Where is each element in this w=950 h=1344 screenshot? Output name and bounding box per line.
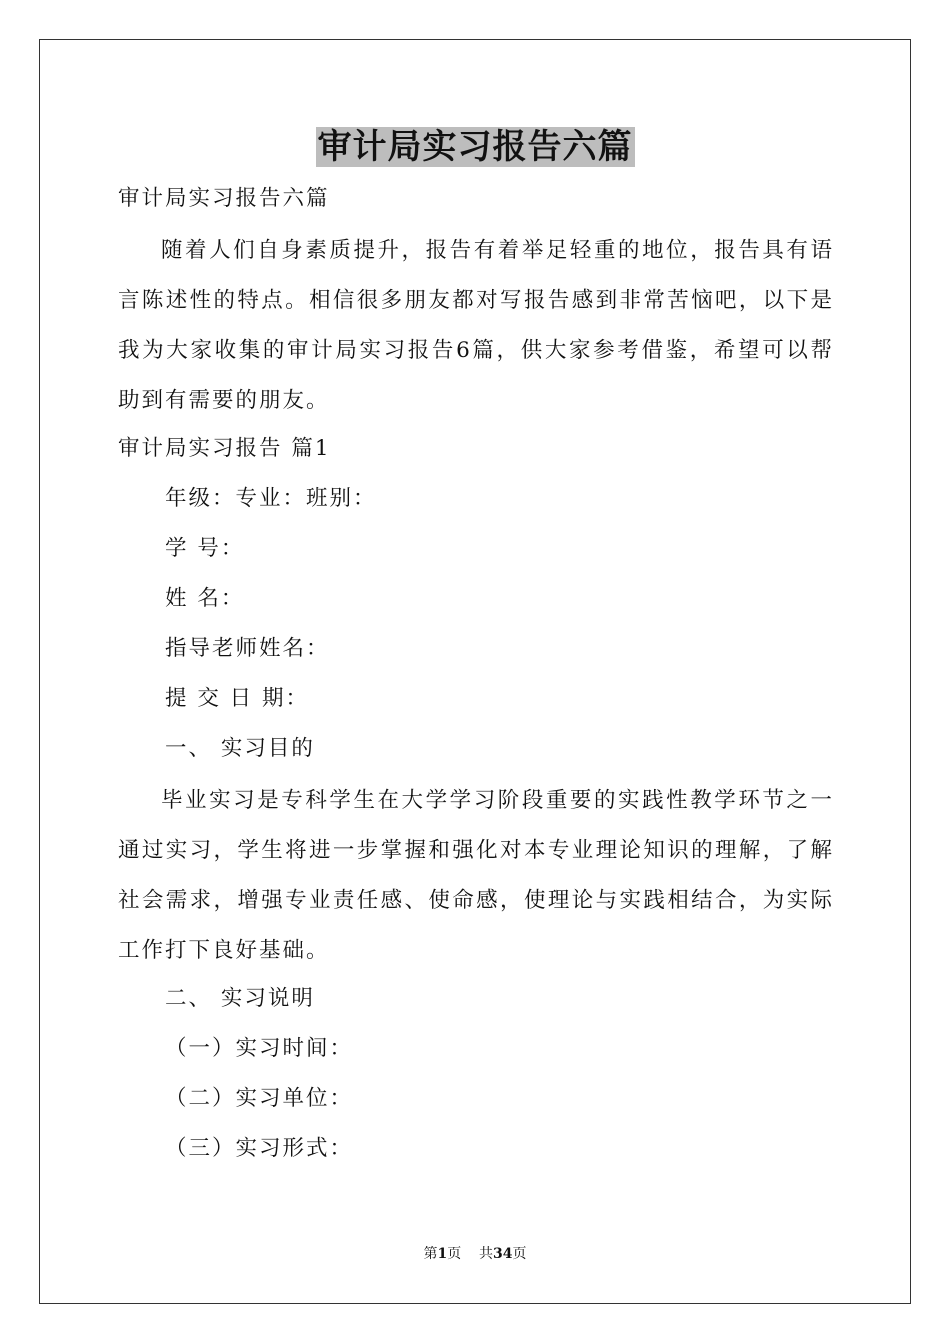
document-body: [118, 176, 834, 1176]
heading-purpose: 一、 实习目的: [165, 736, 315, 761]
page-suffix: 页: [447, 1246, 462, 1262]
section-heading: 审计局实习报告 篇1: [118, 436, 331, 461]
submit-date-field: 提 交 日 期：: [165, 686, 310, 711]
heading-description: 二、 实习说明: [165, 986, 315, 1011]
total-prefix: 共: [479, 1246, 494, 1262]
grade-major-class-field: 年级：专业：班别：: [165, 486, 377, 511]
total-suffix: 页: [512, 1246, 527, 1262]
purpose-paragraph: 毕业实习是专科学生在大学学习阶段重要的实践性教学环节之一通过实习，学生将进一步掌握和强化对本专业理论知识的理解，了解社会需求，增强专业责任感、使命感，使理论与实践相结合，为实际工作打下良好基础。: [118, 788, 834, 963]
item-internship-time: （一）实习时间：: [165, 1036, 354, 1061]
student-id-field: 学 号：: [165, 536, 245, 561]
total-pages: 34: [493, 1246, 513, 1262]
page-number: 1: [437, 1246, 448, 1262]
item-internship-unit: （二）实习单位：: [165, 1086, 354, 1111]
item-internship-form: （三）实习形式：: [165, 1136, 354, 1161]
page-prefix: 第: [423, 1246, 438, 1262]
document-subtitle: 审计局实习报告六篇: [118, 186, 330, 211]
document-title-text: 审计局实习报告六篇: [317, 127, 633, 167]
intro-paragraph: 随着人们自身素质提升，报告有着举足轻重的地位，报告具有语言陈述性的特点。相信很多朋友都对写报告感到非常苦恼吧，以下是我为大家收集的审计局实习报告6篇，供大家参考借鉴，希望可以帮助到有需要的朋友。: [118, 238, 834, 413]
document-title: [0, 124, 950, 170]
advisor-name-field: 指导老师姓名：: [165, 636, 330, 661]
page-footer: [0, 1244, 950, 1264]
student-name-field: 姓 名：: [165, 586, 245, 611]
